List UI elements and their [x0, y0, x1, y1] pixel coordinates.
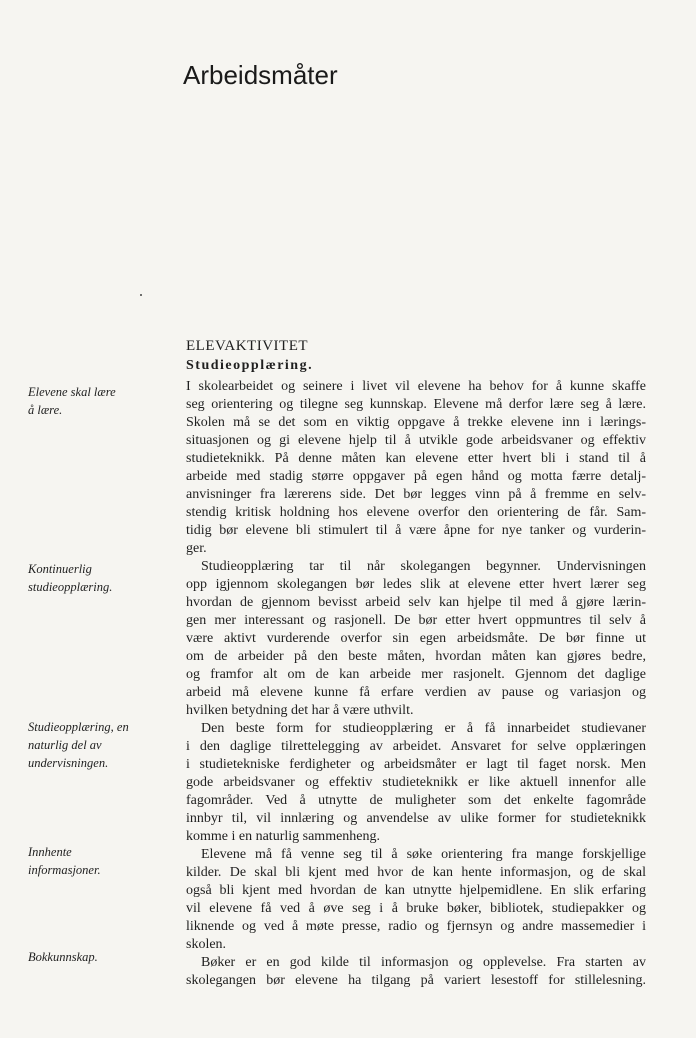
body-line: hvordan de gjennom bevisst arbeid selv kan hjelpe til med å gjøre lærin-	[186, 595, 646, 610]
margin-note-line: Studieopplæring, en	[28, 720, 129, 734]
body-line: Den beste form for studieopplæring er å få innarbeidet studievaner	[201, 721, 646, 736]
margin-note	[28, 383, 168, 419]
margin-note-line: Innhente	[28, 845, 72, 859]
margin-note-line: Elevene skal lære	[28, 385, 116, 399]
margin-note-line: naturlig del av	[28, 738, 102, 752]
margin-note-line: studieopplæring.	[28, 580, 113, 594]
body-line: innbyr til, vil innlæring og anvendelse av ulike former for studieteknikk	[186, 811, 646, 826]
body-line: seg orientering og tilegne seg kunnskap. Elevene må derfor lære seg å lære.	[186, 397, 646, 412]
body-line: kilder. De skal bli kjent med hvor de kan hente informasjon, og de skal	[186, 865, 646, 880]
page-title: Arbeidsmåter	[183, 60, 338, 90]
body-line: arbeid må elevene kunne få erfare verdien av pause og variasjon og	[186, 685, 646, 700]
body-line: studieteknikk. På denne måten kan elevene etter hvert bli i stand til å	[186, 451, 646, 466]
body-line: om de arbeider på den beste måten, hvordan måten kan gjøres bedre,	[186, 649, 646, 664]
body-line: anvisninger fra lærerens side. Det bør legges vinn på å fremme en selv-	[186, 487, 646, 502]
body-line: og framfor alt om de kan arbeide mer rasjonelt. Gjennom det daglige	[186, 667, 646, 682]
body-line: ger.	[186, 541, 207, 556]
body-line: fagområder. Ved å utnytte de muligheter som det enkelte fagområde	[186, 793, 646, 808]
body-line: vil elevene få ved å øve seg i å bruke bøker, bibliotek, studiepakker og	[186, 901, 646, 916]
body-line: Bøker er en god kilde til informasjon og opplevelse. Fra starten av	[201, 955, 646, 970]
margin-note	[28, 843, 168, 879]
section-heading: ELEVAKTIVITET	[186, 338, 309, 354]
body-line: Skolen må se det som en viktig oppgave å trekke elevene inn i lærings-	[186, 415, 646, 430]
body-line: i studietekniske ferdigheter og arbeidsmåter er lagt til faget norsk. Men	[186, 757, 646, 772]
body-line: gen mer interessant og rasjonell. De bør etter hvert oppmuntres til selv å	[186, 613, 646, 628]
body-line: I skolearbeidet og seinere i livet vil elevene ha behov for å kunne skaffe	[186, 379, 646, 394]
body-line: gode arbeidsvaner og effektiv studieteknikk er like aktuell innenfor alle	[186, 775, 646, 790]
body-line: skolen.	[186, 937, 227, 952]
margin-note	[28, 560, 168, 596]
margin-note-line: undervisningen.	[28, 756, 109, 770]
body-line: stendig kritisk holdning hos elevene overfor den orientering de får. Sam-	[186, 505, 646, 520]
body-line: skolegangen bør elevene ha tilgang på variert lesestoff for stillelesning.	[186, 973, 646, 988]
section-subheading: Studieopplæring.	[186, 358, 314, 373]
body-line: opp igjennom skolegangen bør ledes slik at elevene etter hvert lærer seg	[186, 577, 646, 592]
body-line: situasjonen og gi elevene hjelp til å utvikle gode arbeidsvaner og effektiv	[186, 433, 646, 448]
body-line: liknende og ved å møte presse, radio og fjernsyn og andre massemedier i	[186, 919, 646, 934]
body-line: tidig bør elevene bli stimulert til å være åpne for nye tanker og vurderin-	[186, 523, 646, 538]
margin-note-line: å lære.	[28, 403, 63, 417]
body-line: i den daglige tilrettelegging av arbeidet. Ansvaret for selve opplæringen	[186, 739, 646, 754]
body-line: hvilken betydning det har å være uthvilt.	[186, 703, 414, 718]
margin-note	[28, 718, 168, 772]
body-line: Studieopplæring tar til når skolegangen begynner. Undervisningen	[201, 559, 646, 574]
body-line: også bli kjent med hvordan de kan utnytte hjelpemidlene. En slik erfaring	[186, 883, 646, 898]
speck	[140, 294, 142, 296]
margin-note-line: Kontinuerlig	[28, 562, 92, 576]
body-line: komme i en naturlig sammenheng.	[186, 829, 381, 844]
body-line: være aktivt vurderende overfor sin egen arbeidsmåte. De bør finne ut	[186, 631, 646, 646]
body-line: Elevene må få venne seg til å søke orientering fra mange forskjellige	[201, 847, 646, 862]
margin-note	[28, 948, 168, 966]
margin-note-line: Bokkunnskap.	[28, 950, 98, 964]
body-line: arbeide med stadig større oppgaver på egen hånd og motta færre detalj-	[186, 469, 646, 484]
margin-note-line: informasjoner.	[28, 863, 101, 877]
